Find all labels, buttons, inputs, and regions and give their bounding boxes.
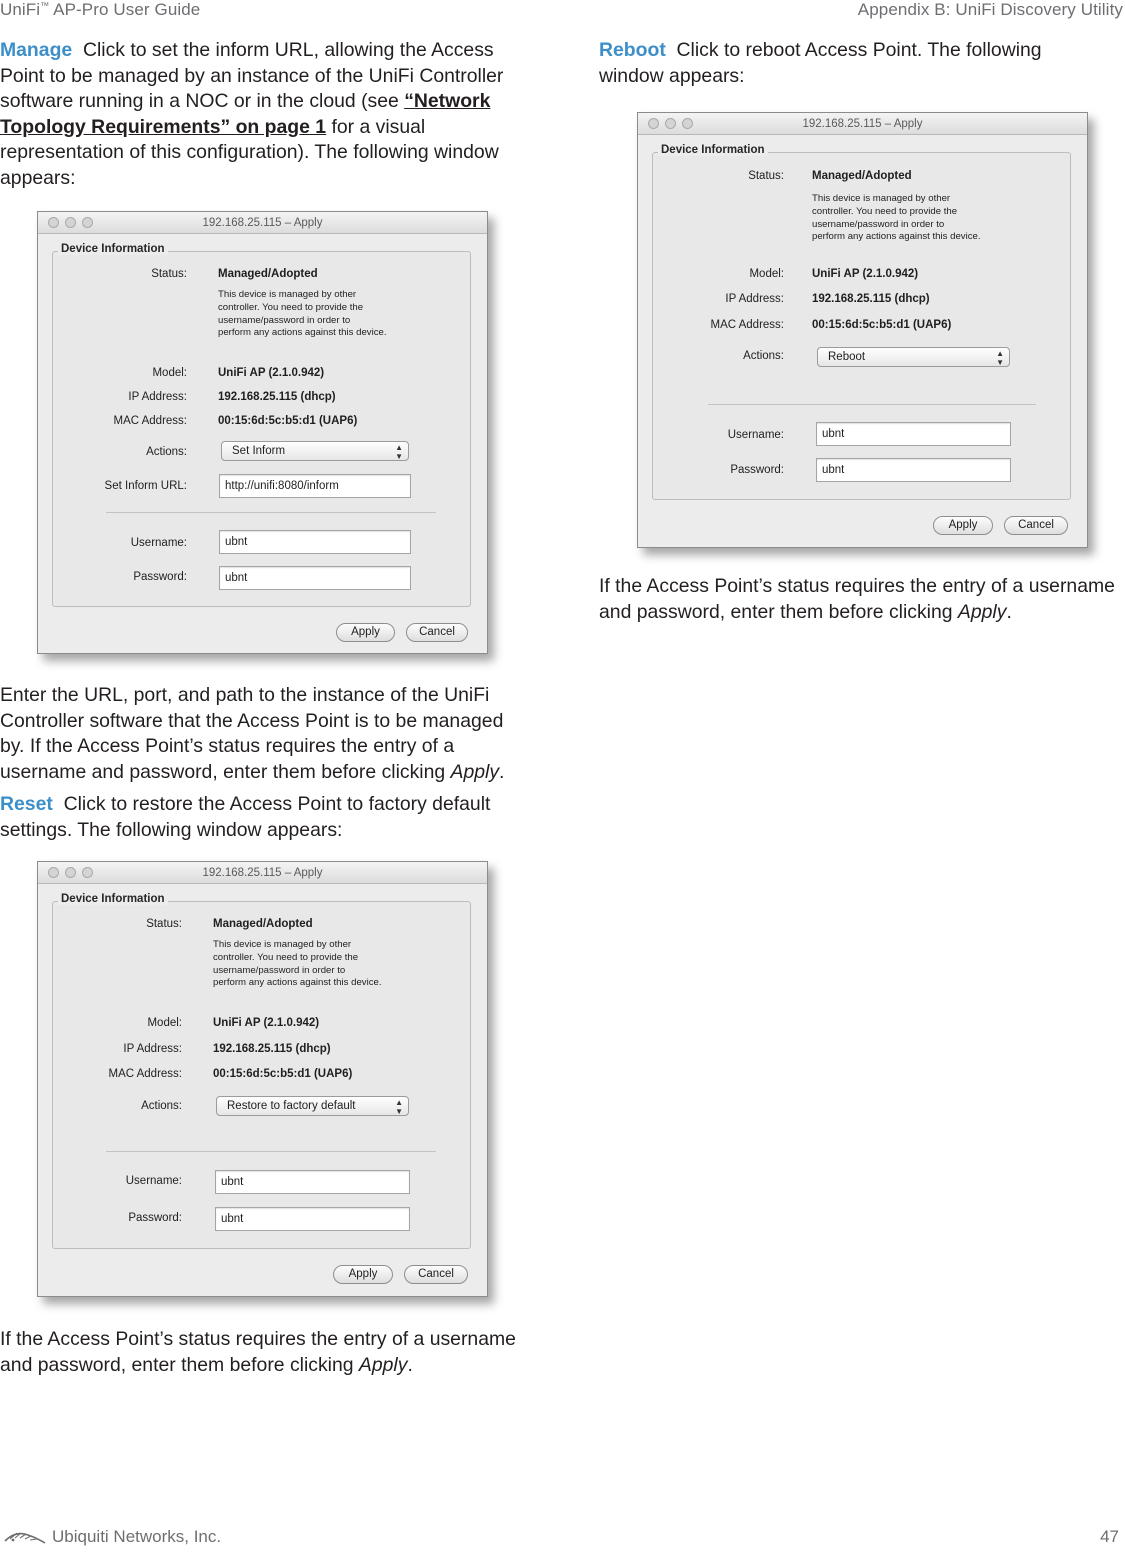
dialog-title: 192.168.25.115 – Apply [202, 867, 323, 879]
apply-emphasis: Apply [358, 1353, 408, 1376]
set-inform-url-label: Set Inform URL: [104, 480, 187, 492]
apply-button[interactable]: Apply [336, 623, 395, 642]
username-field[interactable]: ubnt [816, 422, 1011, 446]
footer-company [4, 1527, 221, 1547]
separator [708, 404, 1036, 405]
separator [106, 512, 436, 513]
window-controls [48, 867, 93, 878]
apply-button[interactable]: Apply [333, 1265, 393, 1284]
password-label: Password: [128, 1212, 182, 1224]
ip-address-value: 192.168.25.115 (dhcp) [218, 391, 336, 403]
apply-button[interactable]: Apply [933, 516, 993, 535]
minimize-window-icon[interactable] [65, 217, 76, 228]
cancel-button[interactable]: Cancel [404, 1265, 468, 1284]
apply-emphasis: Apply [957, 600, 1007, 623]
set-inform-url-field[interactable]: http://unifi:8080/inform [219, 474, 411, 498]
password-field[interactable]: ubnt [219, 566, 411, 590]
username-label: Username: [727, 429, 784, 441]
cancel-button[interactable]: Cancel [406, 623, 468, 642]
ip-address-label: IP Address: [123, 1043, 182, 1055]
minimize-window-icon[interactable] [65, 867, 76, 878]
actions-select[interactable]: Reboot ▲ ▼ [817, 347, 1010, 367]
password-field[interactable]: ubnt [816, 458, 1011, 482]
manage-paragraph [0, 38, 530, 192]
actions-select[interactable]: Restore to factory default ▲ ▼ [216, 1096, 409, 1116]
zoom-window-icon[interactable] [82, 867, 93, 878]
reboot-instructions: If the Access Point’s status requires the entry of a username and password, enter them before clicking Apply. [599, 575, 1115, 623]
network-topology-link[interactable]: “Network Topology Requirements” on page 1 [0, 90, 491, 138]
running-header-right: Appendix B: UniFi Discovery Utility [857, 0, 1123, 19]
reset-dialog-screenshot [37, 861, 488, 1297]
reboot-text: Click to reboot Access Point. The following window appears: [599, 39, 1047, 87]
actions-label: Actions: [146, 446, 187, 458]
reset-text: Click to restore the Access Point to factory default settings. The following window appears: [0, 793, 496, 841]
zoom-window-icon[interactable] [82, 217, 93, 228]
select-arrows-icon: ▲ ▼ [996, 349, 1004, 367]
cancel-button[interactable]: Cancel [1004, 516, 1068, 535]
password-label: Password: [730, 464, 784, 476]
separator [106, 1151, 436, 1152]
manage-text-2: for a visual representation of this configuration). The following window appears: [0, 115, 499, 189]
username-label: Username: [130, 537, 187, 549]
password-field[interactable]: ubnt [215, 1207, 410, 1231]
reboot-paragraph [599, 38, 1099, 89]
username-label: Username: [125, 1175, 182, 1187]
ip-address-label: IP Address: [725, 293, 784, 305]
ip-address-label: IP Address: [128, 391, 187, 403]
manage-instructions: Enter the URL, port, and path to the instance of the UniFi Controller software that the Access Point is to be managed by. If the Access Point’s status requires the entry of a username and password, enter them before clicking Apply. [0, 684, 505, 783]
status-label: Status: [146, 918, 182, 930]
dialog-titlebar [638, 113, 1087, 135]
reboot-dialog-screenshot [637, 112, 1088, 548]
close-window-icon[interactable] [48, 217, 59, 228]
status-value: Managed/Adopted [213, 918, 313, 930]
reset-paragraph [0, 792, 530, 843]
status-label: Status: [748, 170, 784, 182]
select-arrows-icon: ▲ ▼ [395, 1098, 403, 1116]
manage-dialog-screenshot [37, 211, 488, 654]
model-label: Model: [749, 268, 784, 280]
zoom-window-icon[interactable] [682, 118, 693, 129]
reboot-keyword: Reboot [599, 39, 666, 61]
model-value: UniFi AP (2.1.0.942) [812, 268, 919, 280]
mac-address-value: 00:15:6d:5c:b5:d1 (UAP6) [213, 1068, 353, 1080]
reset-keyword: Reset [0, 793, 53, 815]
window-controls [48, 217, 93, 228]
model-label: Model: [152, 367, 187, 379]
group-title: Device Information [658, 144, 768, 156]
select-arrows-icon: ▲ ▼ [395, 443, 403, 461]
actions-select[interactable]: Set Inform ▲ ▼ [221, 441, 409, 461]
actions-label: Actions: [743, 350, 784, 362]
page-number: 47 [1100, 1527, 1119, 1546]
ip-address-value: 192.168.25.115 (dhcp) [812, 293, 930, 305]
reset-instructions: If the Access Point’s status requires the entry of a username and password, enter them before clicking Apply. [0, 1328, 516, 1376]
model-value: UniFi AP (2.1.0.942) [218, 367, 325, 379]
running-header-left: UniFi™ AP-Pro User Guide [0, 0, 201, 19]
mac-address-value: 00:15:6d:5c:b5:d1 (UAP6) [812, 319, 952, 331]
ubiquiti-logo-icon [4, 1530, 46, 1544]
actions-label: Actions: [141, 1100, 182, 1112]
status-note: This device is managed by other controller. You need to provide the username/password in order to perform any actions against this device. [218, 289, 387, 339]
status-note: This device is managed by other controller. You need to provide the username/password in order to perform any actions against this device. [812, 193, 981, 243]
dialog-title: 192.168.25.115 – Apply [802, 118, 923, 130]
model-value: UniFi AP (2.1.0.942) [213, 1017, 320, 1029]
window-controls [648, 118, 693, 129]
username-field[interactable]: ubnt [219, 530, 411, 554]
ip-address-value: 192.168.25.115 (dhcp) [213, 1043, 331, 1055]
status-value: Managed/Adopted [218, 268, 318, 280]
status-label: Status: [151, 268, 187, 280]
close-window-icon[interactable] [48, 867, 59, 878]
minimize-window-icon[interactable] [665, 118, 676, 129]
dialog-titlebar [38, 862, 487, 884]
mac-address-value: 00:15:6d:5c:b5:d1 (UAP6) [218, 415, 358, 427]
mac-address-label: MAC Address: [113, 415, 187, 427]
manage-keyword: Manage [0, 39, 73, 61]
mac-address-label: MAC Address: [108, 1068, 182, 1080]
password-label: Password: [133, 571, 187, 583]
model-label: Model: [147, 1017, 182, 1029]
company-name: Ubiquiti Networks, Inc. [52, 1527, 222, 1546]
username-field[interactable]: ubnt [215, 1170, 410, 1194]
mac-address-label: MAC Address: [710, 319, 784, 331]
group-title: Device Information [58, 893, 168, 905]
dialog-title: 192.168.25.115 – Apply [202, 217, 323, 229]
close-window-icon[interactable] [648, 118, 659, 129]
group-title: Device Information [58, 243, 168, 255]
status-note: This device is managed by other controller. You need to provide the username/password in order to perform any actions against this device. [213, 939, 382, 989]
dialog-titlebar [38, 212, 487, 234]
status-value: Managed/Adopted [812, 170, 912, 182]
manage-text: Click to set the inform URL, allowing the Access Point to be managed by an instance of the UniFi Controller software running in a NOC or in the cloud (see [0, 39, 509, 113]
apply-emphasis: Apply [450, 760, 500, 783]
